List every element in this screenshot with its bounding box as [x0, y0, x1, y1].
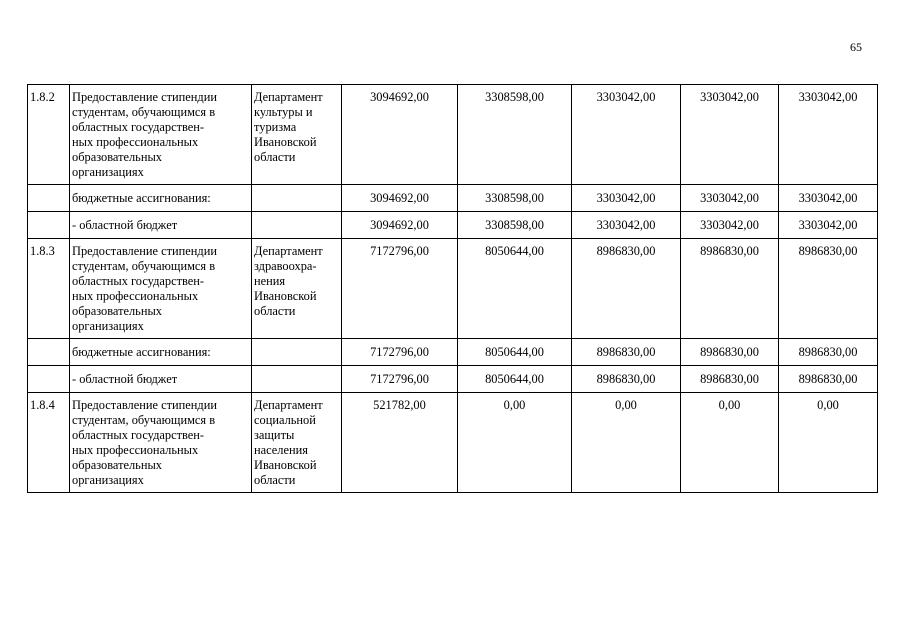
page-number: 65	[850, 40, 862, 54]
row-department	[252, 185, 342, 212]
department-line: области	[254, 150, 296, 164]
name-line: организациях	[72, 165, 144, 179]
budget-table	[27, 84, 878, 493]
name-line: образовательных	[72, 150, 162, 164]
name-line: организациях	[72, 319, 144, 333]
amount-cell: 3303042,00	[779, 212, 878, 239]
amount-cell: 8986830,00	[681, 239, 779, 339]
department-line: Департамент	[254, 244, 323, 258]
amount-cell: 0,00	[681, 393, 779, 493]
table-body	[28, 85, 878, 493]
name-line: студентам, обучающимся в	[72, 413, 216, 427]
amount-cell: 3094692,00	[342, 212, 458, 239]
table-row	[28, 366, 878, 393]
amount-cell: 8986830,00	[572, 239, 681, 339]
department-line: защиты	[254, 428, 295, 442]
amount-cell: 3303042,00	[681, 185, 779, 212]
amount-cell: 8986830,00	[779, 339, 878, 366]
amount-cell: 7172796,00	[342, 339, 458, 366]
table-row	[28, 212, 878, 239]
row-name	[70, 85, 252, 185]
amount-cell: 3094692,00	[342, 85, 458, 185]
amount-cell: 521782,00	[342, 393, 458, 493]
name-line: бюджетные ассигнования:	[72, 191, 211, 205]
row-code	[28, 212, 70, 239]
amount-cell: 3308598,00	[458, 212, 572, 239]
amount-cell: 8986830,00	[681, 339, 779, 366]
row-department	[252, 339, 342, 366]
department-line: Департамент	[254, 90, 323, 104]
amount-cell: 8986830,00	[681, 366, 779, 393]
row-code	[28, 366, 70, 393]
table-row	[28, 185, 878, 212]
department-line: здравоохра-	[254, 259, 317, 273]
name-line: - областной бюджет	[72, 218, 178, 232]
amount-cell: 8986830,00	[779, 366, 878, 393]
row-name	[70, 339, 252, 366]
amount-cell: 0,00	[572, 393, 681, 493]
row-name	[70, 366, 252, 393]
name-line: Предоставление стипендии	[72, 90, 217, 104]
amount-cell: 8050644,00	[458, 339, 572, 366]
name-line: организациях	[72, 473, 144, 487]
department-line: населения	[254, 443, 308, 457]
name-line: студентам, обучающимся в	[72, 105, 216, 119]
amount-cell: 7172796,00	[342, 239, 458, 339]
department-line: нения	[254, 274, 286, 288]
row-name	[70, 393, 252, 493]
amount-cell: 3094692,00	[342, 185, 458, 212]
amount-cell: 8986830,00	[572, 339, 681, 366]
amount-cell: 3303042,00	[681, 212, 779, 239]
name-line: областных государствен-	[72, 428, 205, 442]
name-line: образовательных	[72, 458, 162, 472]
amount-cell: 0,00	[458, 393, 572, 493]
row-code	[28, 185, 70, 212]
name-line: Предоставление стипендии	[72, 244, 217, 258]
row-code: 1.8.2	[28, 85, 70, 185]
name-line: областных государствен-	[72, 274, 205, 288]
name-line: студентам, обучающимся в	[72, 259, 216, 273]
amount-cell: 3308598,00	[458, 185, 572, 212]
department-line: Ивановской	[254, 458, 317, 472]
name-line: ных профессиональных	[72, 289, 199, 303]
amount-cell: 0,00	[779, 393, 878, 493]
amount-cell: 3303042,00	[572, 212, 681, 239]
row-department	[252, 393, 342, 493]
amount-cell: 3303042,00	[572, 185, 681, 212]
amount-cell: 3303042,00	[572, 85, 681, 185]
department-line: области	[254, 473, 296, 487]
department-line: социальной	[254, 413, 316, 427]
department-line: туризма	[254, 120, 297, 134]
amount-cell: 8986830,00	[779, 239, 878, 339]
amount-cell: 8050644,00	[458, 239, 572, 339]
row-name	[70, 185, 252, 212]
department-line: Ивановской	[254, 289, 317, 303]
amount-cell: 8050644,00	[458, 366, 572, 393]
name-line: ных профессиональных	[72, 443, 199, 457]
department-line: Департамент	[254, 398, 323, 412]
name-line: образовательных	[72, 304, 162, 318]
name-line: областных государствен-	[72, 120, 205, 134]
row-code: 1.8.3	[28, 239, 70, 339]
row-department	[252, 366, 342, 393]
amount-cell: 3303042,00	[681, 85, 779, 185]
row-name	[70, 239, 252, 339]
amount-cell: 3303042,00	[779, 85, 878, 185]
row-name	[70, 212, 252, 239]
name-line: - областной бюджет	[72, 372, 178, 386]
row-code	[28, 339, 70, 366]
amount-cell: 3308598,00	[458, 85, 572, 185]
amount-cell: 8986830,00	[572, 366, 681, 393]
department-line: культуры и	[254, 105, 313, 119]
department-line: области	[254, 304, 296, 318]
amount-cell: 7172796,00	[342, 366, 458, 393]
name-line: Предоставление стипендии	[72, 398, 217, 412]
department-line: Ивановской	[254, 135, 317, 149]
table-row	[28, 393, 878, 493]
amount-cell: 3303042,00	[779, 185, 878, 212]
name-line: бюджетные ассигнования:	[72, 345, 211, 359]
name-line: ных профессиональных	[72, 135, 199, 149]
table-row	[28, 339, 878, 366]
table-row	[28, 239, 878, 339]
table-row	[28, 85, 878, 185]
row-code: 1.8.4	[28, 393, 70, 493]
row-department	[252, 85, 342, 185]
row-department	[252, 212, 342, 239]
row-department	[252, 239, 342, 339]
